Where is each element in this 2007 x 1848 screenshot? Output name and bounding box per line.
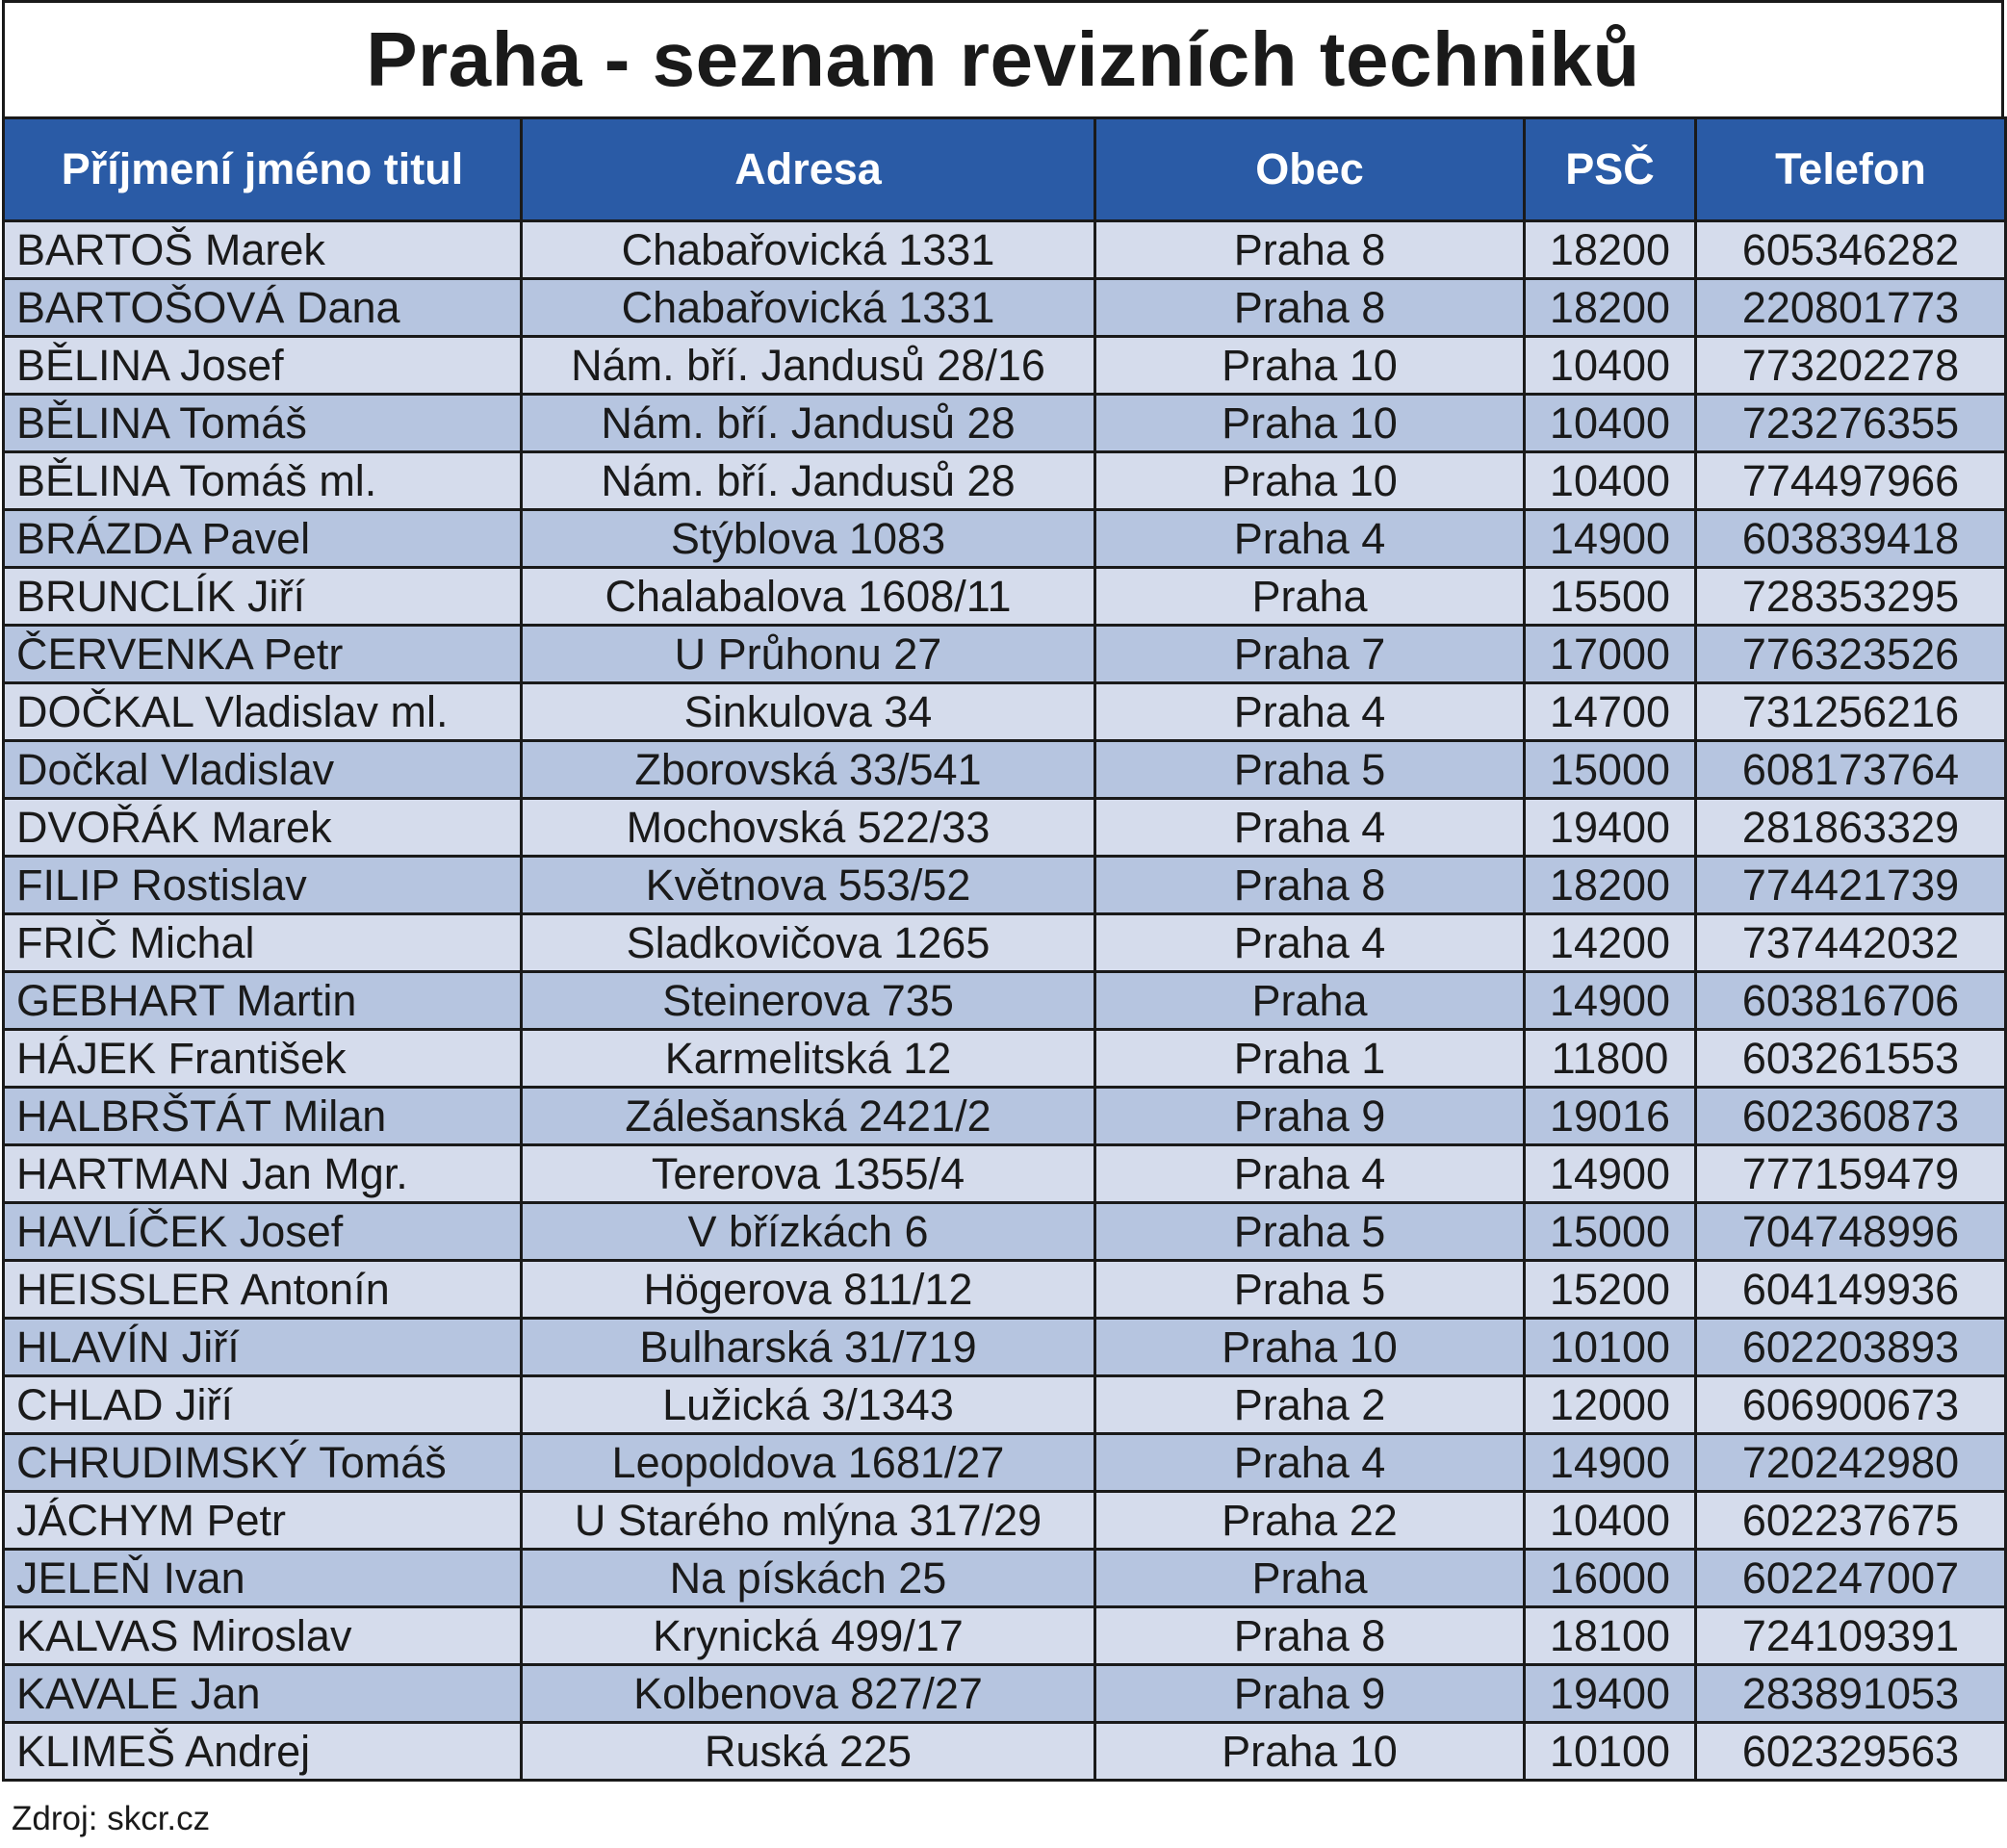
cell-phone: 602237675 [1696,1492,2006,1550]
cell-name: BRÁZDA Pavel [4,510,522,568]
table-row [4,1203,2006,1261]
cell-city: Praha 4 [1095,683,1525,741]
cell-address: Tererova 1355/4 [522,1145,1095,1203]
cell-phone: 602203893 [1696,1319,2006,1376]
cell-city: Praha 10 [1095,1723,1525,1781]
cell-phone: 603261553 [1696,1030,2006,1088]
cell-city: Praha 10 [1095,395,1525,452]
cell-address: Leopoldova 1681/27 [522,1434,1095,1492]
table-row [4,1607,2006,1665]
table-row [4,221,2006,279]
cell-postal-code: 15000 [1525,741,1696,799]
cell-address: Nám. bří. Jandusů 28 [522,395,1095,452]
cell-phone: 774421739 [1696,857,2006,914]
cell-phone: 602329563 [1696,1723,2006,1781]
cell-postal-code: 14900 [1525,510,1696,568]
cell-city: Praha [1095,568,1525,626]
cell-name: BRUNCLÍK Jiří [4,568,522,626]
cell-city: Praha 1 [1095,1030,1525,1088]
cell-postal-code: 17000 [1525,626,1696,683]
cell-city: Praha 4 [1095,799,1525,857]
cell-phone: 737442032 [1696,914,2006,972]
table-header-row [4,118,2006,221]
cell-postal-code: 10400 [1525,337,1696,395]
cell-name: GEBHART Martin [4,972,522,1030]
table-row [4,972,2006,1030]
cell-address: U Průhonu 27 [522,626,1095,683]
cell-city: Praha 2 [1095,1376,1525,1434]
cell-name: HEISSLER Antonín [4,1261,522,1319]
cell-phone: 777159479 [1696,1145,2006,1203]
cell-city: Praha 5 [1095,1203,1525,1261]
cell-postal-code: 19400 [1525,799,1696,857]
technicians-table [2,116,2007,1782]
table-row [4,626,2006,683]
cell-address: Högerova 811/12 [522,1261,1095,1319]
cell-city: Praha 10 [1095,337,1525,395]
cell-postal-code: 15200 [1525,1261,1696,1319]
cell-address: Chalabalova 1608/11 [522,568,1095,626]
cell-postal-code: 19400 [1525,1665,1696,1723]
cell-name: CHLAD Jiří [4,1376,522,1434]
table-row [4,914,2006,972]
cell-address: V břízkách 6 [522,1203,1095,1261]
cell-city: Praha [1095,972,1525,1030]
cell-city: Praha 8 [1095,857,1525,914]
cell-name: ČERVENKA Petr [4,626,522,683]
cell-name: BARTOŠ Marek [4,221,522,279]
cell-phone: 604149936 [1696,1261,2006,1319]
table-row [4,1434,2006,1492]
cell-address: U Starého mlýna 317/29 [522,1492,1095,1550]
cell-address: Stýblova 1083 [522,510,1095,568]
table-row [4,799,2006,857]
title-box [2,0,2004,116]
cell-name: DVOŘÁK Marek [4,799,522,857]
cell-city: Praha 4 [1095,510,1525,568]
cell-phone: 220801773 [1696,279,2006,337]
table-row [4,683,2006,741]
cell-address: Chabařovická 1331 [522,221,1095,279]
cell-address: Na pískách 25 [522,1550,1095,1607]
cell-city: Praha 8 [1095,221,1525,279]
cell-name: FILIP Rostislav [4,857,522,914]
cell-phone: 704748996 [1696,1203,2006,1261]
cell-phone: 603839418 [1696,510,2006,568]
cell-name: CHRUDIMSKÝ Tomáš [4,1434,522,1492]
cell-city: Praha 5 [1095,741,1525,799]
cell-city: Praha 10 [1095,1319,1525,1376]
cell-name: BĚLINA Josef [4,337,522,395]
cell-address: Lužická 3/1343 [522,1376,1095,1434]
cell-address: Ruská 225 [522,1723,1095,1781]
header-name: Příjmení jméno titul [4,118,522,221]
cell-phone: 606900673 [1696,1376,2006,1434]
table-row [4,279,2006,337]
table-row [4,1319,2006,1376]
cell-name: HALBRŠTÁT Milan [4,1088,522,1145]
cell-address: Nám. bří. Jandusů 28/16 [522,337,1095,395]
cell-phone: 724109391 [1696,1607,2006,1665]
table-body [4,221,2006,1781]
header-address: Adresa [522,118,1095,221]
header-city: Obec [1095,118,1525,221]
cell-phone: 605346282 [1696,221,2006,279]
cell-name: Dočkal Vladislav [4,741,522,799]
cell-address: Kolbenova 827/27 [522,1665,1095,1723]
cell-city: Praha 4 [1095,1434,1525,1492]
table-row [4,857,2006,914]
cell-address: Sinkulova 34 [522,683,1095,741]
cell-phone: 723276355 [1696,395,2006,452]
cell-city: Praha 5 [1095,1261,1525,1319]
cell-postal-code: 18200 [1525,221,1696,279]
table-row [4,1550,2006,1607]
cell-address: Chabařovická 1331 [522,279,1095,337]
table-row [4,1665,2006,1723]
cell-postal-code: 14900 [1525,972,1696,1030]
cell-postal-code: 12000 [1525,1376,1696,1434]
cell-postal-code: 16000 [1525,1550,1696,1607]
cell-address: Zborovská 33/541 [522,741,1095,799]
source-note: Zdroj: skcr.cz [12,1800,211,1837]
cell-postal-code: 10100 [1525,1723,1696,1781]
cell-phone: 283891053 [1696,1665,2006,1723]
cell-postal-code: 11800 [1525,1030,1696,1088]
header-phone: Telefon [1696,118,2006,221]
cell-address: Květnova 553/52 [522,857,1095,914]
cell-address: Krynická 499/17 [522,1607,1095,1665]
table-row [4,1376,2006,1434]
cell-name: HLAVÍN Jiří [4,1319,522,1376]
cell-city: Praha 8 [1095,1607,1525,1665]
cell-postal-code: 14200 [1525,914,1696,972]
cell-postal-code: 10400 [1525,452,1696,510]
cell-city: Praha 9 [1095,1665,1525,1723]
cell-phone: 731256216 [1696,683,2006,741]
cell-phone: 602247007 [1696,1550,2006,1607]
cell-postal-code: 10400 [1525,1492,1696,1550]
cell-city: Praha 8 [1095,279,1525,337]
cell-address: Sladkovičova 1265 [522,914,1095,972]
cell-name: FRIČ Michal [4,914,522,972]
table-row [4,395,2006,452]
cell-postal-code: 18200 [1525,857,1696,914]
cell-postal-code: 18200 [1525,279,1696,337]
table-row [4,1492,2006,1550]
cell-city: Praha 4 [1095,1145,1525,1203]
cell-postal-code: 18100 [1525,1607,1696,1665]
cell-phone: 773202278 [1696,337,2006,395]
cell-name: HAVLÍČEK Josef [4,1203,522,1261]
cell-phone: 728353295 [1696,568,2006,626]
cell-address: Mochovská 522/33 [522,799,1095,857]
cell-postal-code: 19016 [1525,1088,1696,1145]
cell-phone: 776323526 [1696,626,2006,683]
cell-address: Karmelitská 12 [522,1030,1095,1088]
cell-phone: 603816706 [1696,972,2006,1030]
cell-address: Bulharská 31/719 [522,1319,1095,1376]
page-title: Praha - seznam revizních techniků [366,16,1640,102]
cell-name: HÁJEK František [4,1030,522,1088]
table-row [4,741,2006,799]
cell-postal-code: 10100 [1525,1319,1696,1376]
table-row [4,1261,2006,1319]
cell-name: JELEŇ Ivan [4,1550,522,1607]
cell-name: KAVALE Jan [4,1665,522,1723]
cell-postal-code: 10400 [1525,395,1696,452]
document-frame [2,0,2004,1782]
table-row [4,1088,2006,1145]
table-row [4,510,2006,568]
cell-postal-code: 14900 [1525,1434,1696,1492]
cell-name: HARTMAN Jan Mgr. [4,1145,522,1203]
cell-name: BARTOŠOVÁ Dana [4,279,522,337]
cell-address: Nám. bří. Jandusů 28 [522,452,1095,510]
cell-city: Praha 4 [1095,914,1525,972]
table-row [4,568,2006,626]
cell-name: KALVAS Miroslav [4,1607,522,1665]
cell-postal-code: 14700 [1525,683,1696,741]
table-row [4,1723,2006,1781]
cell-name: KLIMEŠ Andrej [4,1723,522,1781]
cell-name: BĚLINA Tomáš [4,395,522,452]
cell-city: Praha 9 [1095,1088,1525,1145]
cell-phone: 608173764 [1696,741,2006,799]
cell-city: Praha 10 [1095,452,1525,510]
cell-phone: 720242980 [1696,1434,2006,1492]
cell-city: Praha 7 [1095,626,1525,683]
header-postal-code: PSČ [1525,118,1696,221]
table-row [4,1145,2006,1203]
table-row [4,337,2006,395]
cell-city: Praha 22 [1095,1492,1525,1550]
cell-name: JÁCHYM Petr [4,1492,522,1550]
cell-postal-code: 15500 [1525,568,1696,626]
cell-postal-code: 14900 [1525,1145,1696,1203]
cell-name: BĚLINA Tomáš ml. [4,452,522,510]
cell-city: Praha [1095,1550,1525,1607]
cell-address: Steinerova 735 [522,972,1095,1030]
cell-name: DOČKAL Vladislav ml. [4,683,522,741]
cell-phone: 602360873 [1696,1088,2006,1145]
cell-address: Zálešanská 2421/2 [522,1088,1095,1145]
cell-phone: 774497966 [1696,452,2006,510]
table-row [4,1030,2006,1088]
table-row [4,452,2006,510]
cell-phone: 281863329 [1696,799,2006,857]
cell-postal-code: 15000 [1525,1203,1696,1261]
